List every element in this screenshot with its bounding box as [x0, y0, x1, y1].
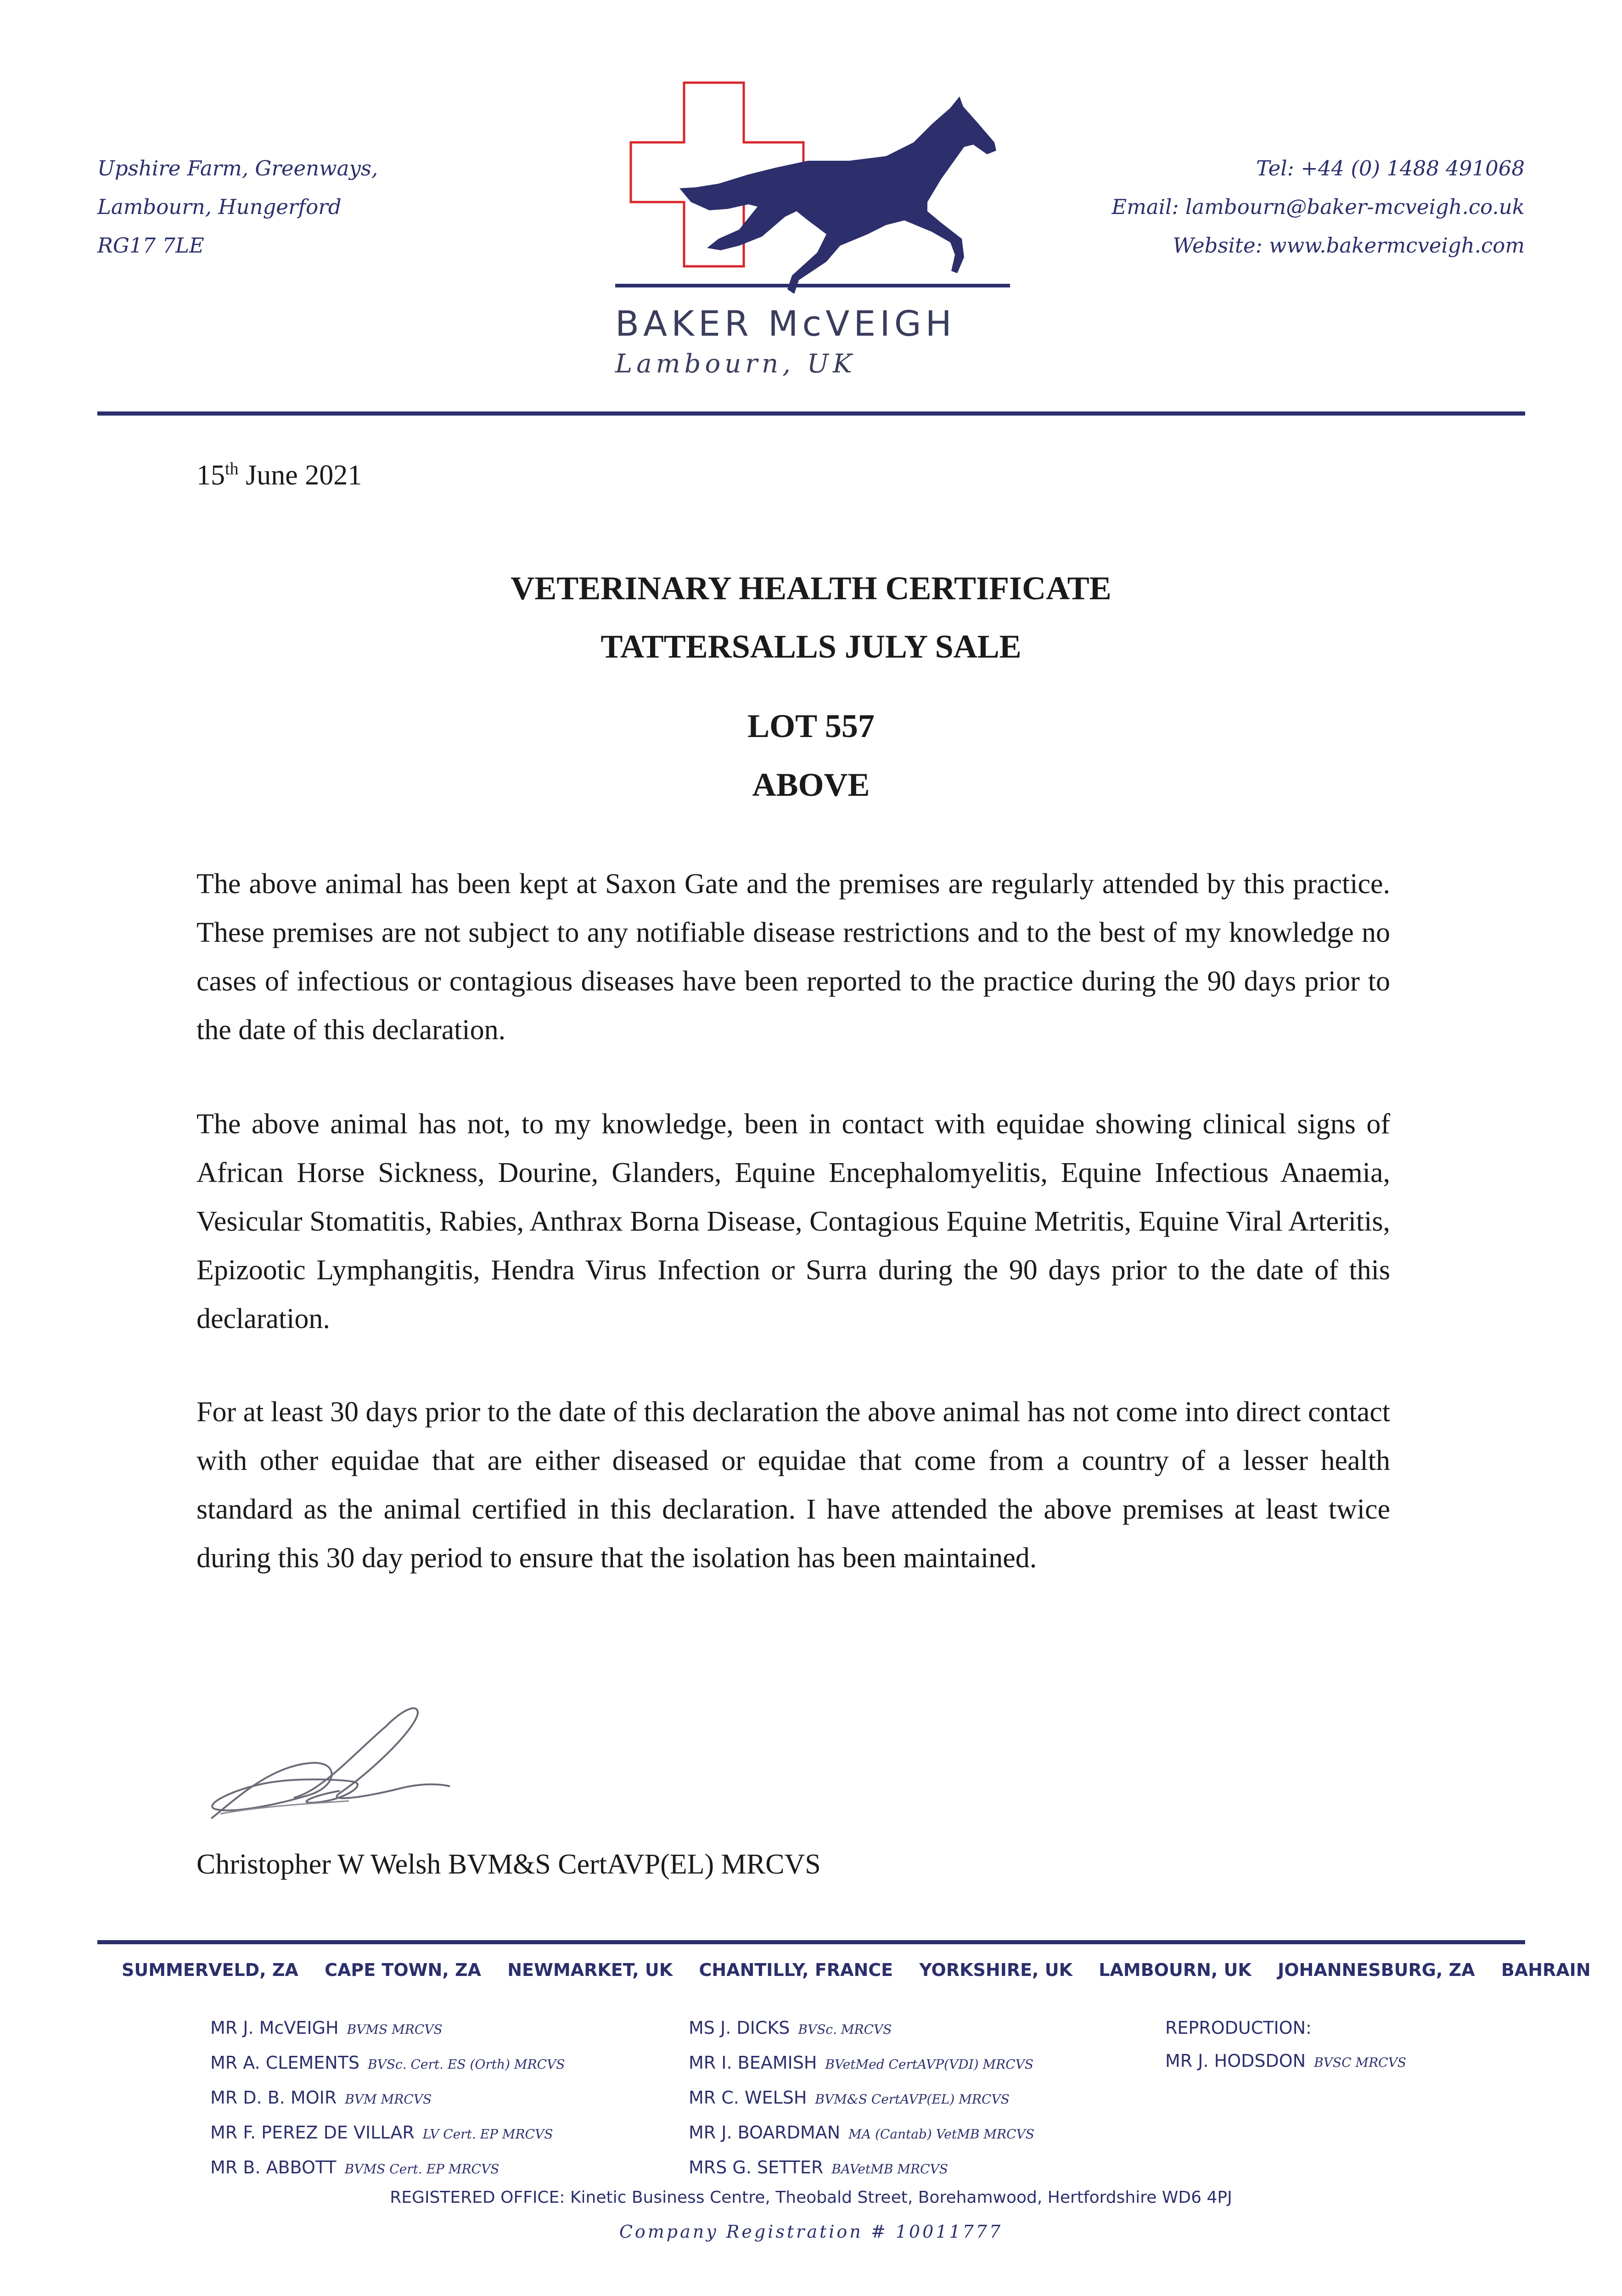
location-item: LAMBOURN, UK: [1099, 1960, 1252, 1980]
staff-column-1: [210, 2011, 565, 2186]
brand-name: BAKER McVEIGH: [615, 303, 956, 344]
location-item: SUMMERVELD, ZA: [122, 1960, 298, 1980]
staff-entry: [1165, 2044, 1406, 2079]
staff-qualification: BVSc. Cert. ES (Orth) MRCVS: [368, 2057, 565, 2072]
address-right: [1111, 149, 1525, 265]
staff-qualification: BVM MRCVS: [345, 2092, 432, 2107]
staff-name: MR A. CLEMENTS: [210, 2053, 360, 2073]
office-locations: [122, 1960, 1611, 1980]
staff-qualification: LV Cert. EP MRCVS: [422, 2127, 553, 2142]
staff-entry: [689, 2151, 1034, 2186]
staff-entry: [210, 2116, 565, 2151]
certificate-title: VETERINARY HEALTH CERTIFICATE: [511, 570, 1111, 607]
staff-qualification: BVMS Cert. EP MRCVS: [344, 2161, 500, 2177]
address-line: Lambourn, Hungerford: [97, 195, 342, 219]
paragraph-premises: The above animal has been kept at Saxon Gate and the premises are regularly attended by this practice. These premises are not subject to any notifiable disease restrictions and to the best of my knowledge no cases of infectious or contagious diseases have been reported to the practice during the 90 days prior to the date of this declaration.: [196, 868, 1390, 1046]
staff-entry: [210, 2046, 565, 2081]
staff-name: MR F. PEREZ DE VILLAR: [210, 2122, 415, 2143]
location-item: YORKSHIRE, UK: [919, 1960, 1073, 1980]
staff-qualification: BVetMed CertAVP(VDI) MRCVS: [825, 2057, 1034, 2072]
address-line: Upshire Farm, Greenways,: [97, 156, 378, 180]
staff-qualification: BVMS MRCVS: [347, 2022, 443, 2037]
staff-name: MS J. DICKS: [689, 2018, 790, 2038]
staff-entry: [689, 2046, 1034, 2081]
staff-qualification: BVM&S CertAVP(EL) MRCVS: [815, 2092, 1010, 2107]
date-day: 15: [196, 460, 225, 491]
address-left: [97, 149, 378, 265]
company-registration: Company Registration # 10011777: [619, 2222, 1003, 2242]
staff-name: MR J. HODSDON: [1165, 2051, 1306, 2071]
staff-column-3: [1165, 2011, 1406, 2079]
staff-qualification: BAVetMB MRCVS: [831, 2161, 948, 2177]
brand-location: Lambourn, UK: [615, 349, 856, 379]
staff-name: MR C. WELSH: [689, 2088, 807, 2108]
staff-entry: [689, 2116, 1034, 2151]
staff-name: MRS G. SETTER: [689, 2157, 824, 2178]
date-suffix: th: [225, 459, 239, 478]
staff-entry: [689, 2081, 1034, 2116]
email-line: Email: lambourn@baker-mcveigh.co.uk: [1111, 195, 1525, 219]
staff-name: MR J. McVEIGH: [210, 2018, 339, 2038]
horse-name: ABOVE: [752, 766, 870, 803]
location-item: CHANTILLY, FRANCE: [699, 1960, 893, 1980]
horse-icon: [679, 96, 996, 294]
staff-name: MR J. BOARDMAN: [689, 2122, 841, 2143]
location-item: JOHANNESBURG, ZA: [1278, 1960, 1475, 1980]
signatory-name: Christopher W Welsh BVM&S CertAVP(EL) MRCVS: [196, 1849, 821, 1880]
paragraph-diseases: The above animal has not, to my knowledge, been in contact with equidae showing clinical signs of African Horse Sickness, Dourine, Glanders, Equine Encephalomyelitis, Equine Infectious Anaemia, Vesicular Stomatitis, Rabies, Anthrax Borna Disease, Contagious Equine Metritis, Equine Viral Arteritis, Epizootic Lymphangitis, Hendra Virus Infection or Surra during the 90 days prior to the date of this declaration.: [196, 1109, 1390, 1334]
signature-image: [202, 1699, 459, 1832]
header-divider: [97, 411, 1525, 416]
baker-mcveigh-logo: [611, 64, 1015, 395]
staff-name: MR D. B. MOIR: [210, 2088, 337, 2108]
phone-line: Tel: +44 (0) 1488 491068: [1256, 156, 1525, 180]
staff-column-2: [689, 2011, 1034, 2186]
staff-name: MR B. ABBOTT: [210, 2157, 337, 2178]
website-line: Website: www.bakermcveigh.com: [1173, 233, 1525, 258]
logo-rule: [615, 284, 1010, 287]
staff-section-label: REPRODUCTION:: [1165, 2018, 1312, 2038]
location-item: BAHRAIN: [1501, 1960, 1591, 1980]
registered-office: REGISTERED OFFICE: Kinetic Business Centre, Theobald Street, Borehamwood, Hertfordshire WD6 4PJ: [390, 2188, 1232, 2207]
staff-qualification: BVSc. MRCVS: [798, 2022, 892, 2037]
staff-name: MR I. BEAMISH: [689, 2053, 817, 2073]
lot-number: LOT 557: [747, 708, 875, 744]
staff-entry: [210, 2151, 565, 2186]
location-item: NEWMARKET, UK: [507, 1960, 673, 1980]
staff-entry: [689, 2011, 1034, 2046]
staff-qualification: BVSC MRCVS: [1314, 2055, 1406, 2070]
date-rest: June 2021: [238, 460, 362, 491]
staff-qualification: MA (Cantab) VetMB MRCVS: [848, 2127, 1034, 2142]
paragraph-isolation: For at least 30 days prior to the date of this declaration the above animal has not come into direct contact with other equidae that are either diseased or equidae that come from a country of a lesser health standard as the animal certified in this declaration. I have attended the above premises at least twice during this 30 day period to ensure that the isolation has been maintained.: [196, 1396, 1390, 1574]
sale-title: TATTERSALLS JULY SALE: [601, 628, 1021, 665]
letter-date: [196, 459, 362, 492]
footer-divider: [97, 1940, 1525, 1944]
location-item: CAPE TOWN, ZA: [325, 1960, 481, 1980]
staff-entry: [210, 2011, 565, 2046]
staff-entry: [210, 2081, 565, 2116]
staff-entry: [1165, 2011, 1406, 2044]
address-line: RG17 7LE: [97, 233, 204, 258]
